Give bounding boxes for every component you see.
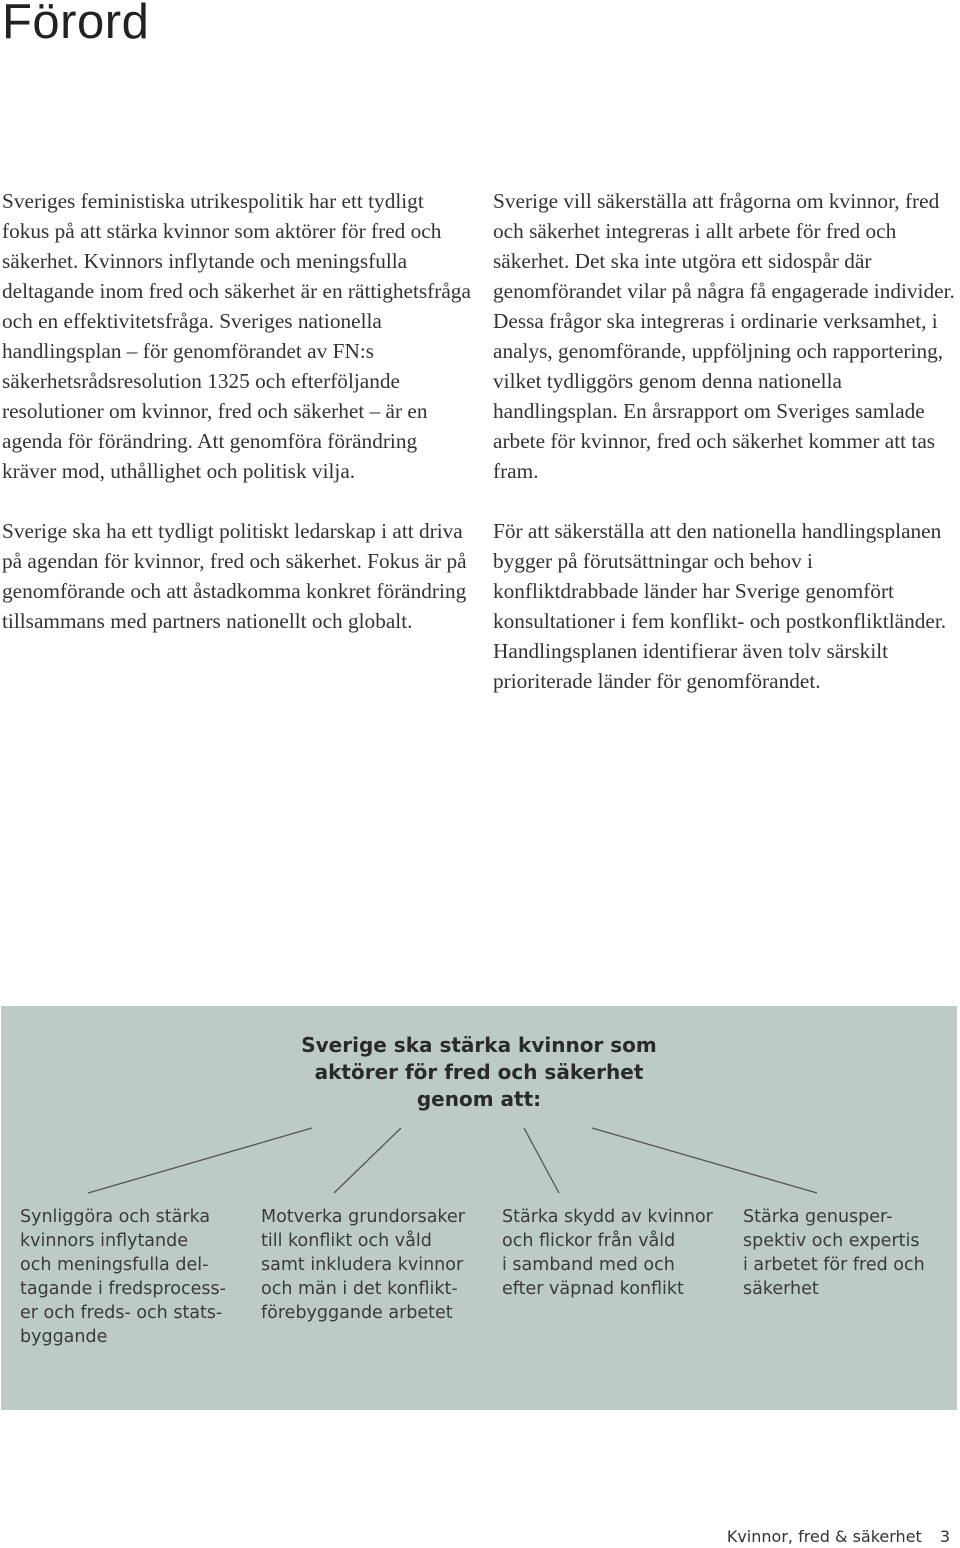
footer-text: Kvinnor, fred & säkerhet xyxy=(726,1527,922,1546)
page-footer xyxy=(727,1527,950,1546)
paragraph: Sveriges feministiska utrikespolitik har ett tydligt fokus på att stärka kvinnor som aktörer för fred och säkerhet. Kvinnors inflytande och meningsfulla deltagande inom fred och säkerhet är en rättighetsfråga och en effektivitetsfråga. Sveriges nationella handlingsplan – för genomförandet av FN:s säkerhetsrådsresolution 1325 och efterföljande resolutioner om kvinnor, fred och säkerhet – är en agenda för förändring. Att genomföra förändring kräver mod, uthållighet och politisk vilja. xyxy=(2,189,471,483)
page-title: Förord xyxy=(2,0,150,49)
connector-line xyxy=(524,1128,559,1193)
left-column xyxy=(2,186,472,666)
paragraph: Sverige ska ha ett tydligt politiskt ledarskap i att driva på agendan för kvinnor, fred och säkerhet. Fokus är på genomförande och att åstadkomma konkret förändring tillsammans med partners nationellt och globalt. xyxy=(2,519,467,633)
box-item: Motverka grundorsaker till konflikt och våld samt inkludera kvinnor och män i det konflikt- förebyggande arbetet xyxy=(261,1207,465,1323)
paragraph: Sverige vill säkerställa att frågorna om kvinnor, fred och säkerhet integreras i allt arbete för fred och säkerhet. Det ska inte utgöra ett sidospår där genomförandet vilar på några få engagerade individer. Dessa frågor ska integreras i ordinarie verksamhet, i analys, genomförande, uppföljning och rapportering, vilket tydliggörs genom denna nationella handlingsplan. En årsrapport om Sveriges samlade arbete för kvinnor, fred och säkerhet kommer att tas fram. xyxy=(493,189,955,483)
highlight-box xyxy=(1,1006,957,1410)
box-heading: Sverige ska stärka kvinnor som aktörer för fred och säkerhet genom att: xyxy=(301,1033,657,1111)
paragraph: För att säkerställa att den nationella handlingsplanen bygger på förutsättningar och behov i konfliktdrabbade länder har Sverige genomfört konsultationer i fem konflikt- och postkonfliktländer. Handlingsplanen identifierar även tolv särskilt prioriterade länder för genomförandet. xyxy=(493,519,947,693)
right-column xyxy=(493,186,960,726)
connector-line xyxy=(88,1128,312,1193)
connector-line xyxy=(592,1128,817,1193)
connector-line xyxy=(334,1128,401,1193)
page-number: 3 xyxy=(939,1527,950,1546)
box-item: Synliggöra och stärka kvinnors inflytande och meningsfulla del- tagande i fredsprocess- er och freds- och stats- byggande xyxy=(20,1207,226,1347)
box-item: Stärka genusper- spektiv och expertis i arbetet för fred och säkerhet xyxy=(743,1207,925,1299)
box-item: Stärka skydd av kvinnor och flickor från våld i samband med och efter väpnad konflikt xyxy=(502,1207,713,1299)
